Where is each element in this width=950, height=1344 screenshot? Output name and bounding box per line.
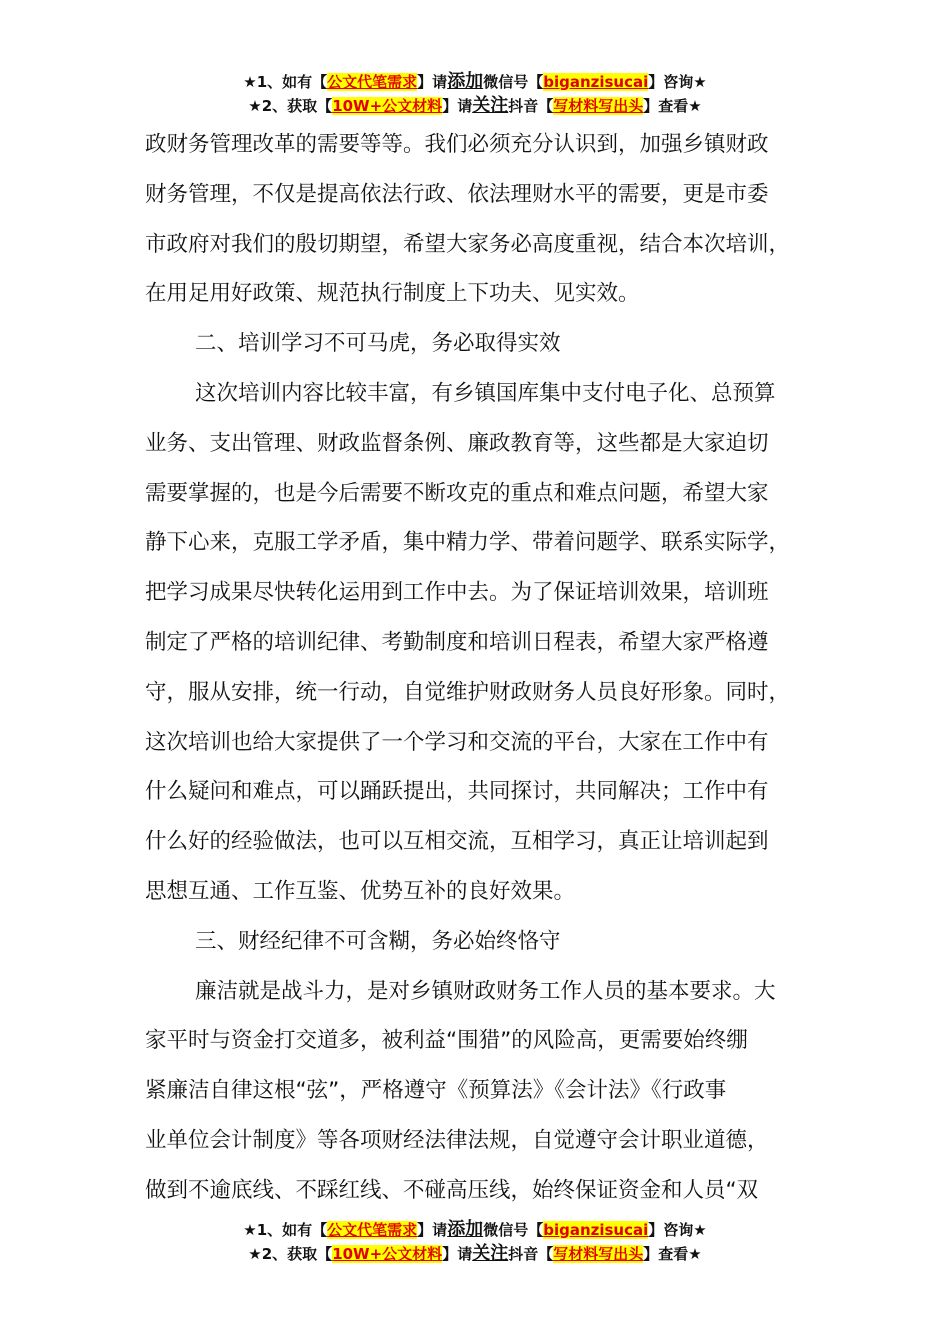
highlight: 写材料写出头: [553, 1245, 644, 1263]
text-line: 什么好的经验做法，也可以互相交流，互相学习，真正让培训起到: [145, 829, 769, 855]
text-line: 守，服从安排，统一行动，自觉维护财政财务人员良好形象。同时，: [145, 679, 791, 705]
text: 】查看★: [643, 1245, 702, 1263]
banner-line-1: [0, 70, 950, 94]
emphasis: 添加: [447, 1219, 484, 1240]
text: ★1、如有【: [243, 73, 328, 91]
text-line: 业单位会计制度》等各项财经法律法规，自觉遵守会计职业道德，: [145, 1127, 769, 1153]
text-line: 紧廉洁自律这根“弦”，严格遵守《预算法》《会计法》《行政事: [145, 1078, 727, 1104]
banner-line-1: [0, 1218, 950, 1242]
text: 抖音【: [508, 1245, 554, 1263]
emphasis: 关注: [472, 1243, 509, 1264]
banner-line-2: [0, 94, 950, 118]
footer-banner: [0, 1218, 950, 1266]
text: 微信号【: [483, 73, 544, 91]
text: 】请: [442, 97, 473, 115]
text-line: 这次培训也给大家提供了一个学习和交流的平台，大家在工作中有: [145, 729, 769, 755]
highlight: 公文代笔需求: [327, 73, 418, 91]
text-line: 家平时与资金打交道多，被利益“围猎”的风险高，更需要始终绷: [145, 1028, 748, 1054]
banner-line-2: [0, 1242, 950, 1266]
highlight: 公文代笔需求: [327, 1221, 418, 1239]
highlight: 10W+公文材料: [332, 97, 443, 115]
text-line: 业务、支出管理、财政监督条例、廉政教育等，这些都是大家迫切: [145, 430, 769, 456]
document-body: [145, 120, 835, 1216]
text: 】请: [417, 73, 448, 91]
text: ★2、获取【: [248, 97, 333, 115]
highlight: biganzisucai: [543, 1221, 649, 1239]
text-line: 市政府对我们的殷切期望，希望大家务必高度重视，结合本次培训，: [145, 231, 791, 257]
text: 】咨询★: [648, 73, 707, 91]
text-line: 需要掌握的，也是今后需要不断攻克的重点和难点问题，希望大家: [145, 480, 769, 506]
highlight: biganzisucai: [543, 73, 649, 91]
text-line: 思想互通、工作互鉴、优势互补的良好效果。: [145, 878, 576, 904]
text-line: 制定了严格的培训纪律、考勤制度和培训日程表，希望大家严格遵: [145, 629, 769, 655]
text-line: 这次培训内容比较丰富，有乡镇国库集中支付电子化、总预算: [195, 380, 776, 406]
highlight: 写材料写出头: [553, 97, 644, 115]
text-line: 什么疑问和难点，可以踊跃提出，共同探讨，共同解决；工作中有: [145, 779, 769, 805]
text: 抖音【: [508, 97, 554, 115]
highlight: 10W+公文材料: [332, 1245, 443, 1263]
emphasis: 添加: [447, 71, 484, 92]
text: 】请: [417, 1221, 448, 1239]
text-line: 把学习成果尽快转化运用到工作中去。为了保证培训效果，培训班: [145, 580, 769, 606]
text-line: 政财务管理改革的需要等等。我们必须充分认识到，加强乡镇财政: [145, 132, 769, 157]
text: 】查看★: [643, 97, 702, 115]
text-line: 做到不逾底线、不踩红线、不碰高压线，始终保证资金和人员“双: [145, 1177, 759, 1203]
text-line: 财务管理，不仅是提高依法行政、依法理财水平的需要，更是市委: [145, 181, 769, 207]
text-line: 三、财经纪律不可含糊，务必始终恪守: [195, 928, 561, 954]
text: ★1、如有【: [243, 1221, 328, 1239]
header-banner: [0, 70, 950, 118]
text-line: 静下心来，克服工学矛盾，集中精力学、带着问题学、联系实际学，: [145, 530, 791, 556]
emphasis: 关注: [472, 95, 509, 116]
text: 微信号【: [483, 1221, 544, 1239]
text: ★2、获取【: [248, 1245, 333, 1263]
text: 】请: [442, 1245, 473, 1263]
text: 】咨询★: [648, 1221, 707, 1239]
text-line: 廉洁就是战斗力，是对乡镇财政财务工作人员的基本要求。大: [195, 978, 776, 1004]
text-line: 在用足用好政策、规范执行制度上下功夫、见实效。: [145, 281, 640, 307]
text-line: 二、培训学习不可马虎，务必取得实效: [195, 331, 561, 357]
